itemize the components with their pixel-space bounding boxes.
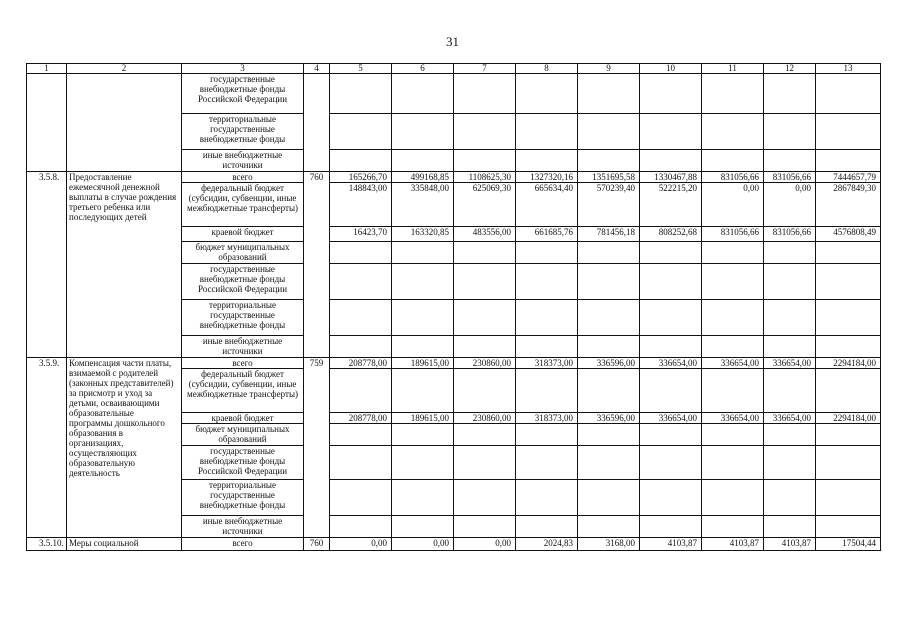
value-cell: 17504,44 [816, 538, 881, 551]
header-cell: 4 [304, 64, 330, 74]
col4-cell: 760 [304, 538, 330, 551]
col4-cell: 759 [304, 358, 330, 538]
item-name: Меры социальной [67, 538, 182, 551]
value-cell: 808252,68 [640, 227, 702, 242]
source-cell: всего [182, 358, 304, 369]
value-cell: 165266,70 [330, 172, 392, 183]
value-cell: 4576808,49 [816, 227, 881, 242]
value-cell: 336596,00 [578, 358, 640, 369]
value-cell: 4103,87 [764, 538, 816, 551]
header-cell: 11 [702, 64, 764, 74]
item-code: 3.5.8. [27, 172, 67, 358]
source-cell: территориальные государственные внебюджетные фонды [182, 114, 304, 150]
source-cell: территориальные государственные внебюджетные фонды [182, 480, 304, 516]
value-cell: 2867849,30 [816, 183, 881, 227]
header-cell: 9 [578, 64, 640, 74]
value-cell: 4103,87 [640, 538, 702, 551]
source-cell: бюджет муниципальных образований [182, 424, 304, 446]
value-cell: 230860,00 [454, 358, 516, 369]
source-cell: государственные внебюджетные фонды Российской Федерации [182, 446, 304, 480]
header-cell: 8 [516, 64, 578, 74]
value-cell: 0,00 [330, 538, 392, 551]
header-cell: 13 [816, 64, 881, 74]
value-cell: 230860,00 [454, 413, 516, 424]
table-row [27, 74, 881, 114]
source-cell: государственные внебюджетные фонды Российской Федерации [182, 264, 304, 300]
header-cell: 2 [67, 64, 182, 74]
value-cell: 336654,00 [702, 413, 764, 424]
value-cell: 665634,40 [516, 183, 578, 227]
page-number: 31 [446, 34, 459, 49]
value-cell: 570239,40 [578, 183, 640, 227]
value-cell: 831056,66 [702, 172, 764, 183]
value-cell: 16423,70 [330, 227, 392, 242]
value-cell: 189615,00 [392, 413, 454, 424]
item-name: Компенсация части платы, взимаемой с родителей (законных представителей) за присмотр и уход за детьми, осваивающими образовательные программы дошкольного образования в организациях, осуществляющих образовательную деятельность [67, 358, 182, 538]
item-name: Предоставление ежемесячной денежной выплаты в случае рождения третьего ребенка или последующих детей [67, 172, 182, 358]
value-cell: 2294184,00 [816, 413, 881, 424]
value-cell: 0,00 [764, 183, 816, 227]
value-cell: 0,00 [702, 183, 764, 227]
value-cell: 781456,18 [578, 227, 640, 242]
table-row [27, 538, 881, 551]
budget-table [26, 63, 881, 551]
source-cell: иные внебюджетные источники [182, 516, 304, 538]
value-cell: 3168,00 [578, 538, 640, 551]
value-cell: 336654,00 [764, 413, 816, 424]
value-cell: 1351695,58 [578, 172, 640, 183]
value-cell: 4103,87 [702, 538, 764, 551]
source-cell: государственные внебюджетные фонды Российской Федерации [182, 74, 304, 114]
value-cell: 189615,00 [392, 358, 454, 369]
value-cell: 522215,20 [640, 183, 702, 227]
value-cell: 318373,00 [516, 358, 578, 369]
name-cell [67, 74, 182, 172]
header-cell: 6 [392, 64, 454, 74]
value-cell: 1330467,88 [640, 172, 702, 183]
source-cell: всего [182, 172, 304, 183]
source-cell: федеральный бюджет (субсидии, субвенции, иные межбюджетные трансферты) [182, 183, 304, 227]
source-cell: территориальные государственные внебюджетные фонды [182, 300, 304, 336]
source-cell: бюджет муниципальных образований [182, 242, 304, 264]
value-cell: 336654,00 [702, 358, 764, 369]
value-cell: 831056,66 [764, 227, 816, 242]
col4-cell: 760 [304, 172, 330, 358]
item-code: 3.5.9. [27, 358, 67, 538]
header-row [27, 64, 881, 74]
table-row [27, 358, 881, 369]
header-cell: 3 [182, 64, 304, 74]
value-cell: 2024,83 [516, 538, 578, 551]
value-cell: 7444657,79 [816, 172, 881, 183]
source-cell: иные внебюджетные источники [182, 336, 304, 358]
value-cell: 335848,00 [392, 183, 454, 227]
value-cell: 336654,00 [640, 413, 702, 424]
value-cell: 625069,30 [454, 183, 516, 227]
source-cell: федеральный бюджет (субсидии, субвенции, иные межбюджетные трансферты) [182, 369, 304, 413]
value-cell: 336654,00 [640, 358, 702, 369]
code-cell [27, 74, 67, 172]
value-cell: 661685,76 [516, 227, 578, 242]
value-cell: 208778,00 [330, 413, 392, 424]
value-cell: 0,00 [454, 538, 516, 551]
header-cell: 12 [764, 64, 816, 74]
value-cell: 2294184,00 [816, 358, 881, 369]
header-cell: 7 [454, 64, 516, 74]
value-cell: 1327320,16 [516, 172, 578, 183]
value-cell: 148843,00 [330, 183, 392, 227]
table-row [27, 172, 881, 183]
source-cell: иные внебюджетные источники [182, 150, 304, 172]
value-cell: 318373,00 [516, 413, 578, 424]
value-cell: 336596,00 [578, 413, 640, 424]
source-cell: всего [182, 538, 304, 551]
header-cell: 5 [330, 64, 392, 74]
value-cell: 499168,85 [392, 172, 454, 183]
item-code: 3.5.10. [27, 538, 67, 551]
header-cell: 10 [640, 64, 702, 74]
value-cell: 163320,85 [392, 227, 454, 242]
source-cell: краевой бюджет [182, 227, 304, 242]
header-cell: 1 [27, 64, 67, 74]
value-cell: 0,00 [392, 538, 454, 551]
value-cell: 831056,66 [764, 172, 816, 183]
value-cell: 208778,00 [330, 358, 392, 369]
value-cell: 483556,00 [454, 227, 516, 242]
col4-cell [304, 74, 330, 172]
source-cell: краевой бюджет [182, 413, 304, 424]
value-cell: 1108625,30 [454, 172, 516, 183]
value-cell: 831056,66 [702, 227, 764, 242]
value-cell: 336654,00 [764, 358, 816, 369]
